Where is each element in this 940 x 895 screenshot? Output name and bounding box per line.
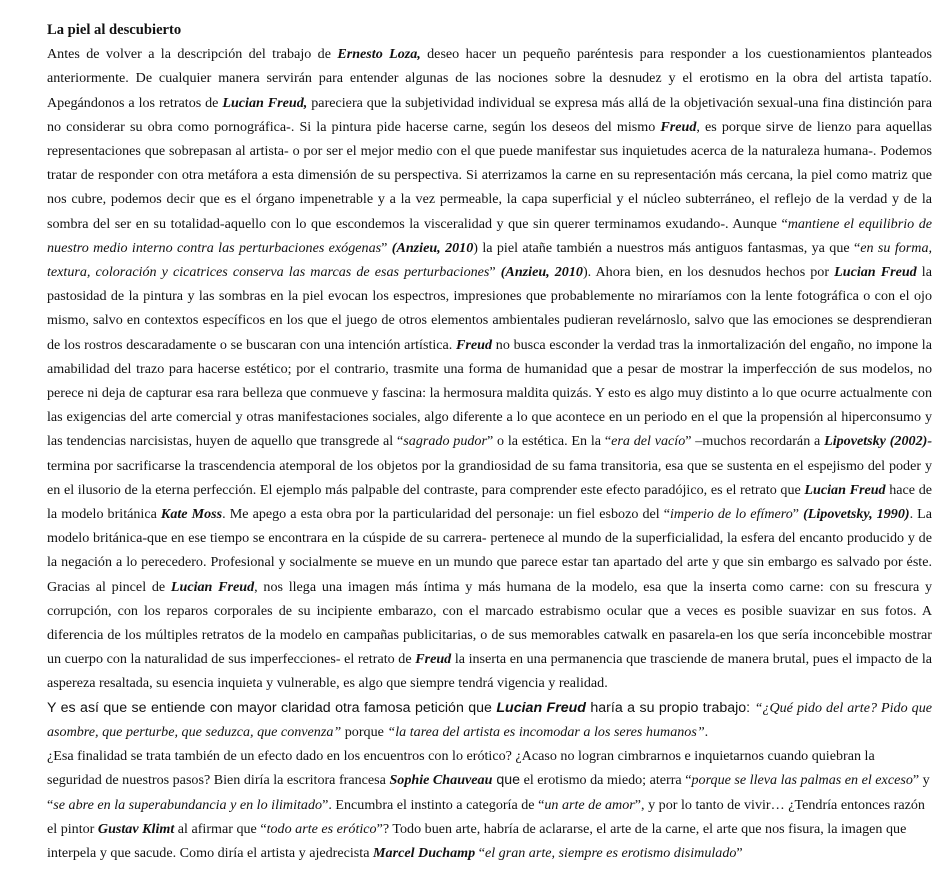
name-lucian-freud: Lucian Freud xyxy=(804,481,886,498)
quote: se abre en la superabundancia y en lo ilimitado xyxy=(53,796,323,813)
name-freud: Freud xyxy=(415,651,452,668)
text-run: Antes de volver a la descripción del trabajo de xyxy=(47,46,338,63)
text-run: ¿Esa finalidad se trata también de un efecto dado en los encuentros con lo erótico? ¿Acaso no logran cimbrarnos e inquietarnos cuando quiebran la seguridad de nuestros pasos? Bien diría la escritora francesa xyxy=(47,748,875,789)
text-run: ” xyxy=(489,264,501,281)
text-run: . Me apego a esta obra por la particularidad del personaje: un fiel esbozo del “ xyxy=(222,506,670,523)
quote: el gran arte, siempre es erotismo disimulado xyxy=(484,844,737,861)
text-run: pareciera que la subjetividad individual se expresa más allá de la objetivación sexual-una fina distinción para no considerar su obra como pornográfica-. Si la pintura pide hacerse carne, según los deseos del mismo xyxy=(47,94,932,135)
name-lucian-freud: Lucian Freud xyxy=(170,578,255,595)
quote: “la tarea del artista es incomodar a los seres humanos” xyxy=(387,723,705,740)
text-run: no busca esconder la verdad tras la inmortalización del engaño, no impone la amabilidad del trazo para hacerse estético; por el contrario, trasmite una forma de humanidad que a pesar de mostrar la imperfección de sus modelos, no perece ni deja de capturar esa rara belleza que conmueve y fascina: la hermosura maldita quizás. Y esto es algo muy distinto a lo que ocurre actualmente con las exigencias del arte comercial y otras manifestaciones sociales, algo diferente a lo que acontece en un periodo en el que la propensión al hiperconsumo y las tendencias narcisistas, huyen de aquello que transgrede al “ xyxy=(47,336,932,450)
name-sophie-chauveau: Sophie Chauveau xyxy=(389,772,493,789)
quote: en su forma, textura, coloración y cicatrices conserva las marcas de esas perturbaciones xyxy=(47,239,933,281)
text-run: ”, y por lo tanto de vivir… ¿Tendría entonces razón el pintor xyxy=(47,796,925,837)
text-run: ” y “ xyxy=(47,772,930,813)
quote: porque se lleva las palmas en el exceso xyxy=(691,772,913,789)
text-run: “ xyxy=(475,844,485,861)
quote: “¿Qué pido del arte? Pido que asombre, que perturbe, que seduzca, que convenza” xyxy=(47,699,933,740)
quote: imperio de lo efímero xyxy=(669,506,793,523)
name-lucian-freud: Lucian Freud, xyxy=(222,94,308,111)
text-run: que xyxy=(492,772,521,789)
name-lucian-freud: Lucian Freud xyxy=(496,699,586,716)
name-freud: Freud xyxy=(660,118,697,135)
text-run: , nos llega una imagen más íntima y más humana de la modelo, esa que la inserta como carne: con su frescura y corrupción, con los reparos corporales de su incipiente embarazo, con el marcado estrabismo ocular que a veces es posible suavizar en sus fotos. A diferencia de los múltiples retratos de la modelo en campañas publicitarias, o de sus memorables catwalk en pasarela-en los que sería inconcebible mostrar un cuerpo con la naturalidad de sus imperfecciones- el retrato de xyxy=(47,578,932,668)
paragraph-1 xyxy=(47,42,932,695)
text-run: ). Ahora bien, en los desnudos hechos por xyxy=(582,264,835,281)
text-run: . La modelo británica-que en ese tiempo se encontrara en la cúspide de su carrera- pertenece al mundo de la superficialidad, la esfera del encanto producido y de la negación a lo perecedero. Profesional y socialmente se mueve en un mundo que parece estar tan apartado del arte y que sin embargo es salvado por éste. Gracias al pincel de xyxy=(47,506,933,595)
text-run: . xyxy=(704,723,709,740)
paragraph-3 xyxy=(47,744,932,865)
section-title: La piel al descubierto xyxy=(47,22,182,38)
text-run: ”. Encumbra el instinto a categoría de “ xyxy=(322,796,545,813)
citation-anzieu: (Anzieu, 2010 xyxy=(500,264,583,281)
text-run: Y es así que se entiende con mayor claridad otra famosa petición que xyxy=(47,699,497,716)
name-freud: Freud xyxy=(456,336,493,353)
paragraph-2 xyxy=(47,696,932,744)
text-run: deseo hacer un pequeño paréntesis para responder a los cuestionamientos planteados anteriormente. De cualquier manera servirán para entender algunas de las nociones sobre la desnudez y el erotismo en la obra del artista tapatío. Apegándonos a los retratos de xyxy=(47,46,932,111)
text-run: ”? Todo buen arte, habría de aclararse, el arte de la carne, el arte que nos fisura, la imagen que interpela y que sacude. Como diría el artista y ajedrecista xyxy=(47,820,907,861)
quote: un arte de amor xyxy=(544,796,635,813)
text-run: hace de la modelo británica xyxy=(47,481,932,523)
text-run: termina por sacrificarse la trascendencia atemporal de los objetos por la grandiosidad de su fama transitoria, esa que se sustenta en el espejismo del poder y en el ilusorio de la eterna perfección. El ejemplo más palpable del contraste, para comprender este efecto paradójico, es el retrato que xyxy=(47,457,932,498)
text-run: , es porque sirve de lienzo para aquellas representaciones que sobrepasan al artista- o por ser el mejor medio con el que puede manifestar sus inquietudes acerca de la naturaleza humana-. Podemos tratar de responder con otra metáfora a esta dimensión de su perspectiva. Si aterrizamos la carne en su representación más cercana, la piel como matriz que nos cubre, podemos decir que es el órgano impenetrable y a la vez permeable, la capa superficial y el núcleo subterráneo, el reflejo de la verdad y de la sombra del ser en su totalidad-aquello con lo que escondemos la visceralidad y que sin querer terminamos exudando-. Aunque “ xyxy=(47,118,932,232)
text-run: la pastosidad de la pintura y las sombras en la piel evocan los espectros, impresiones que probablemente no miraríamos con la lente fotográfica o con el ojo mismo, salvo en contextos específicos en los que el juego de otros elementos ambientales pudieran revelárnoslo, salvo que las emociones se desprendieran de los rostros descaradamente o se buscaran con una intención artística. xyxy=(47,264,932,353)
text-run: ” xyxy=(736,844,743,861)
citation-lipovetsky: Lipovetsky (2002)- xyxy=(824,433,933,450)
quote: sagrado pudor xyxy=(403,433,487,450)
name-kate-moss: Kate Moss xyxy=(160,506,223,523)
text-run: ” –muchos recordarán a xyxy=(685,433,825,450)
name-gustav-klimt: Gustav Klimt xyxy=(97,820,175,837)
text-run: ” o la estética. En la “ xyxy=(486,433,612,450)
text-run: la inserta en una permanencia que trasciende de manera brutal, pues el impacto de la aspereza resaltada, su esencia inquieta y vulnerable, es algo que siempre tendrá vigencia y realidad. xyxy=(47,651,932,692)
quote: era del vacío xyxy=(611,433,686,450)
quote: mantiene el equilibrio de nuestro medio interno contra las perturbaciones exógenas xyxy=(47,215,932,256)
text-run: el erotismo da miedo; aterra “ xyxy=(520,772,692,789)
quote: todo arte es erótico xyxy=(266,820,377,837)
text-run: ” xyxy=(792,506,804,523)
name-lucian-freud: Lucian Freud xyxy=(834,264,917,281)
text-run: al afirmar que “ xyxy=(174,820,267,837)
text-run: ) la piel atañe también a nuestros más antiguos fantasmas, ya que “ xyxy=(473,239,861,256)
text-run: porque xyxy=(341,723,388,740)
citation-lipovetsky: (Lipovetsky, 1990) xyxy=(803,506,910,523)
text-run: haría a su propio trabajo: xyxy=(585,699,755,716)
name-ernesto-loza: Ernesto Loza, xyxy=(337,46,421,63)
text-run: ” xyxy=(381,239,392,256)
citation-anzieu: (Anzieu, 2010 xyxy=(391,239,474,256)
name-marcel-duchamp: Marcel Duchamp xyxy=(373,844,476,861)
